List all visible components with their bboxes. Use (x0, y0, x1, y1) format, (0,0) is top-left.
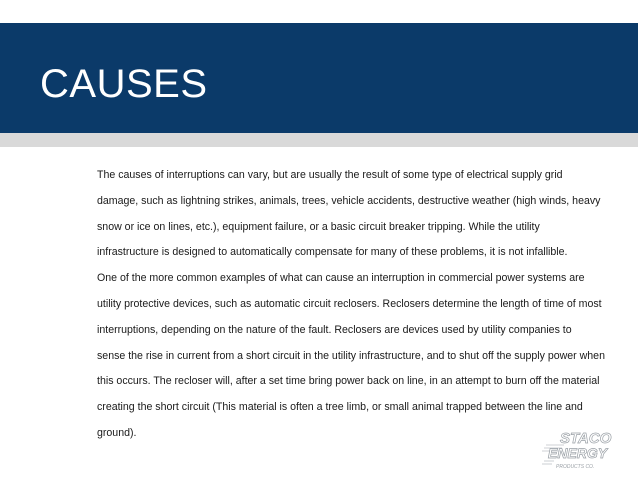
body-line: infrastructure is designed to automatically compensate for many of these problems, it is not infallible. (97, 246, 568, 259)
body-line: ground). (97, 426, 137, 439)
logo-line-1: STACO (560, 430, 612, 447)
body-line: utility protective devices, such as automatic circuit reclosers. Reclosers determine the length of time of most (97, 297, 602, 310)
body-line: creating the short circuit (This material is often a tree limb, or small animal trapped between the line and (97, 401, 583, 414)
body-line: The causes of interruptions can vary, but are usually the result of some type of electrical supply grid (97, 169, 563, 181)
body-line: One of the more common examples of what can cause an interruption in commercial power systems are (97, 272, 585, 285)
body-line: sense the rise in current from a short circuit in the utility infrastructure, and to shut off the supply power when (97, 349, 605, 362)
body-line: snow or ice on lines, etc.), equipment failure, or a basic circuit breaker tripping. While the utility (97, 220, 540, 233)
staco-energy-logo-icon (540, 427, 626, 471)
logo-line-3: PRODUCTS CO. (556, 464, 595, 470)
logo-line-2: ENERGY (548, 445, 608, 461)
body-text (97, 163, 605, 447)
body-line: this occurs. The recloser will, after a set time bring power back on line, in an attempt to burn off the material (97, 375, 600, 388)
title-underline-band (0, 133, 638, 147)
body-line: damage, such as lightning strikes, animals, trees, vehicle accidents, destructive weather (high winds, heavy (97, 194, 601, 207)
slide-title: CAUSES (40, 62, 208, 106)
top-margin (0, 0, 638, 23)
body-line: interruptions, depending on the nature of the fault. Reclosers are devices used by utility companies to (97, 323, 572, 336)
